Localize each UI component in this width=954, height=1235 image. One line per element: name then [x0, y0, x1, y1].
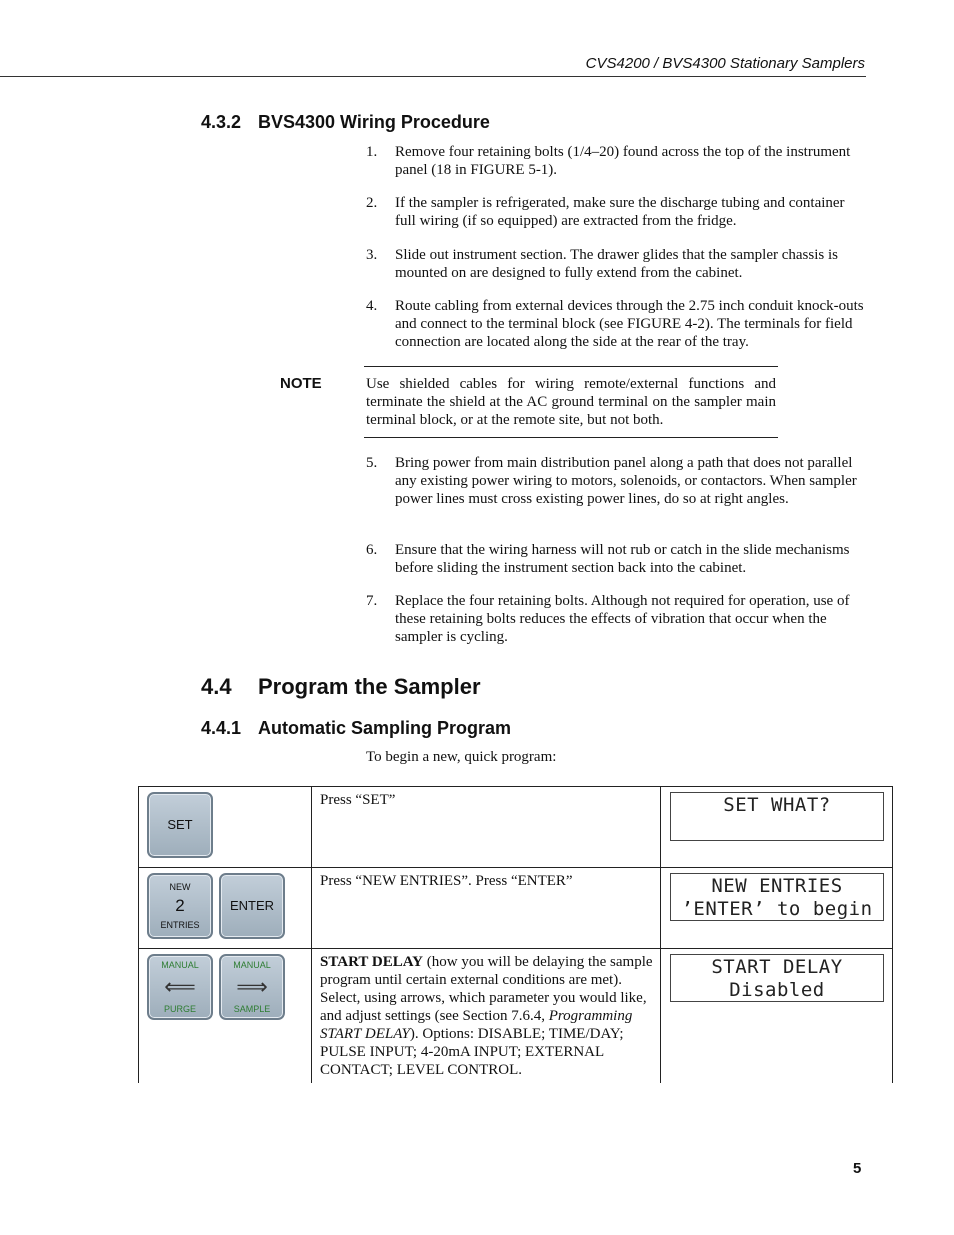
key-label-bottom: ENTRIES	[160, 920, 200, 930]
note-top-rule	[364, 366, 778, 367]
list-number: 4.	[366, 298, 378, 314]
list-item	[366, 297, 866, 351]
key-label-bottom: SAMPLE	[233, 1004, 271, 1014]
key-label: ENTER	[229, 898, 275, 913]
display-cell	[661, 868, 893, 949]
key-label-top: MANUAL	[233, 960, 271, 970]
page-number: 5	[853, 1160, 862, 1177]
section-title: Program the Sampler	[258, 674, 481, 699]
list-item	[366, 246, 866, 282]
list-text: If the sampler is refrigerated, make sure the discharge tubing and container full wiring (if so equipped) are extracted from the fridge.	[395, 195, 845, 229]
enter-key	[219, 873, 285, 939]
table-row	[139, 787, 893, 868]
new-entries-key	[147, 873, 213, 939]
keys-cell	[139, 949, 312, 1084]
section-title: BVS4300 Wiring Procedure	[258, 112, 490, 132]
display-cell	[661, 949, 893, 1084]
list-item	[366, 143, 866, 179]
list-text: Ensure that the wiring harness will not rub or catch in the slide mechanisms before sliding the instrument section back into the cabinet.	[395, 542, 850, 576]
list-text: Route cabling from external devices through the 2.75 inch conduit knock-outs and connect to the terminal block (see FIGURE 4-2). The terminals for field connection are located along the side at the rear of the tray.	[395, 298, 864, 350]
list-item	[366, 454, 866, 508]
table-row	[139, 949, 893, 1084]
keys-cell	[139, 787, 312, 868]
running-header: CVS4200 / BVS4300 Stationary Samplers	[585, 55, 865, 72]
section-heading-4-4-1	[201, 718, 511, 739]
list-item	[366, 194, 866, 230]
key-label-bottom: PURGE	[163, 1004, 196, 1014]
instruction-italic: Programming START DELAY	[320, 1008, 633, 1042]
list-number: 7.	[366, 593, 378, 609]
keypad-steps-table	[138, 786, 893, 1083]
lcd-line: ’ENTER’ to begin	[681, 898, 873, 920]
display-cell	[661, 787, 893, 868]
list-number: 5.	[366, 455, 378, 471]
list-text: Bring power from main distribution panel along a path that does not parallel any existing power wiring to motors, solenoids, or contactors. When sampler power lines must cross existing power lines, do so at right angles.	[395, 455, 857, 507]
set-key	[147, 792, 213, 858]
list-text: Slide out instrument section. The drawer glides that the sampler chassis is mounted on are designed to fully extend from the cabinet.	[395, 247, 838, 281]
manual-sample-key	[219, 954, 285, 1020]
list-number: 2.	[366, 195, 378, 211]
left-arrow-icon: ⟸	[164, 974, 196, 999]
key-label-top: NEW	[169, 882, 191, 892]
instruction-text: ). Options: DISABLE; TIME/DAY; PULSE INPUT; 4-20mA INPUT; EXTERNAL CONTACT; LEVEL CONTROL.	[320, 1026, 624, 1078]
section-title: Automatic Sampling Program	[258, 718, 512, 738]
list-item	[366, 541, 866, 577]
lcd-display	[670, 873, 884, 921]
lcd-line: NEW ENTRIES	[711, 875, 843, 897]
key-label-top: MANUAL	[161, 960, 199, 970]
note-bottom-rule	[364, 437, 778, 438]
key-digit: 2	[175, 896, 185, 915]
header-rule	[0, 76, 866, 77]
keys-cell	[139, 868, 312, 949]
section-heading-4-4	[201, 674, 481, 700]
instruction-cell	[312, 868, 661, 949]
manual-purge-key	[147, 954, 213, 1020]
note-text: Use shielded cables for wiring remote/external functions and terminate the shield at the AC ground terminal on the sampler main terminal block, or at the remote site, but not both.	[366, 376, 776, 428]
instruction-text: Press “NEW ENTRIES”. Press “ENTER”	[320, 873, 573, 889]
instruction-cell	[312, 949, 661, 1084]
section-heading-4-3-2	[201, 112, 490, 133]
lcd-display	[670, 954, 884, 1002]
section-number: 4.4.1	[201, 718, 242, 738]
instruction-bold: START DELAY	[320, 954, 423, 970]
list-text: Remove four retaining bolts (1/4–20) found across the top of the instrument panel (18 in FIGURE 5-1).	[395, 144, 851, 178]
list-text: Replace the four retaining bolts. Although not required for operation, use of these retaining bolts reduces the effects of vibration that occur when the sampler is cycling.	[395, 593, 850, 645]
lcd-display	[670, 792, 884, 841]
section-number: 4.4	[201, 674, 232, 699]
right-arrow-icon: ⟹	[236, 974, 268, 999]
instruction-text: Press “SET”	[320, 792, 396, 808]
lcd-line: START DELAY	[711, 956, 843, 978]
instruction-text: (how you will be delaying the sample program until certain external conditions are met). Select, using arrows, which parameter you would like, and adjust settings (see Section 7.6.4,	[320, 954, 653, 1024]
list-number: 3.	[366, 247, 378, 263]
instruction-cell	[312, 787, 661, 868]
list-item	[366, 592, 866, 646]
section-number: 4.3.2	[201, 112, 242, 132]
intro-text: To begin a new, quick program:	[366, 749, 557, 765]
list-number: 1.	[366, 144, 378, 160]
key-label: SET	[167, 817, 193, 832]
lcd-line: Disabled	[729, 979, 825, 1001]
note-label: NOTE	[280, 375, 322, 392]
table-row	[139, 868, 893, 949]
lcd-line: SET WHAT?	[723, 794, 831, 816]
list-number: 6.	[366, 542, 378, 558]
